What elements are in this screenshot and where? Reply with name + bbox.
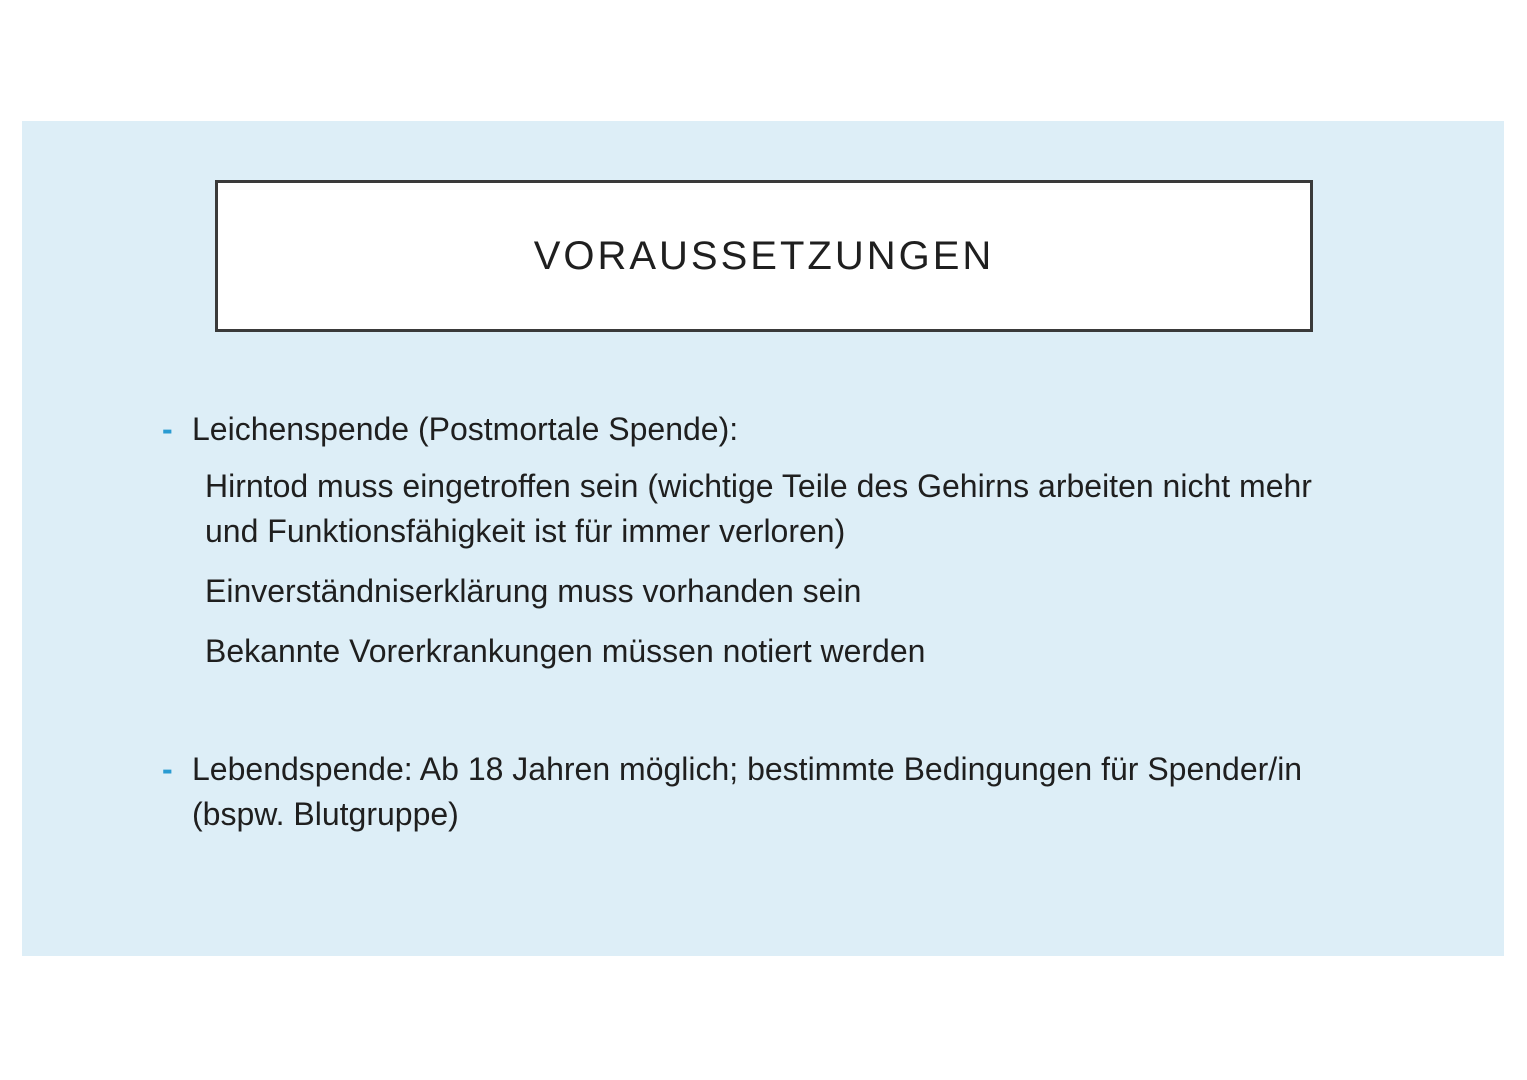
bullet-dash: -	[162, 411, 173, 447]
condition-vorerkrankungen: Bekannte Vorerkrankungen müssen notiert werden	[205, 633, 926, 669]
slide-background	[22, 121, 1504, 956]
bullet-heading-lebendspende: Lebendspende: Ab 18 Jahren möglich; bestimmte Bedingungen für Spender/in (bspw. Blutgruppe)	[192, 751, 1303, 832]
condition-hirntod: Hirntod muss eingetroffen sein (wichtige Teile des Gehirns arbeiten nicht mehr und Funktionsfähigkeit ist für immer verloren)	[205, 468, 1312, 549]
bullet-leichenspende	[162, 407, 1362, 452]
title-box	[215, 180, 1313, 332]
slide-title: VORAUSSETZUNGEN	[533, 233, 995, 278]
bullet-dash: -	[162, 751, 173, 787]
bullet-lebendspende	[162, 747, 1362, 837]
leichenspende-conditions-list	[205, 464, 1362, 674]
bullet-heading-leichenspende: Leichenspende (Postmortale Spende):	[192, 411, 739, 447]
condition-einverstaendnis: Einverständniserklärung muss vorhanden sein	[205, 573, 862, 609]
slide-content	[162, 407, 1362, 837]
